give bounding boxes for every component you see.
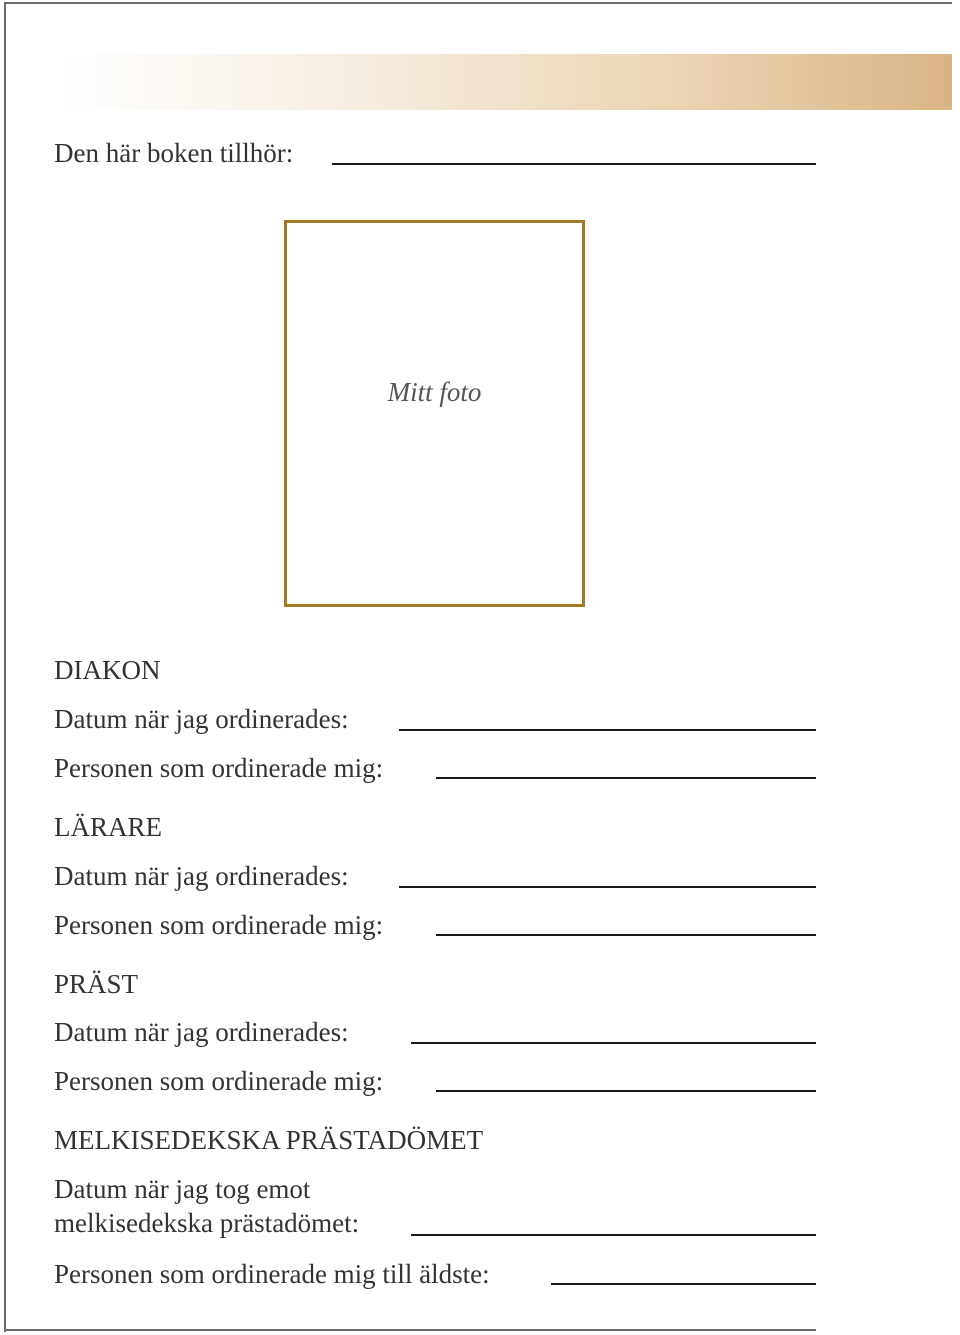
diakon-person-fill-line[interactable] [436,777,816,779]
owner-fill-line[interactable] [332,163,816,165]
larare-date-fill-line[interactable] [399,886,816,888]
prast-person-fill-line[interactable] [436,1090,816,1092]
diakon-date-fill-line[interactable] [399,729,816,731]
larare-person-fill-line[interactable] [436,934,816,936]
section-heading-melkisedekska: MELKISEDEKSKA PRÄSTADÖMET [54,1125,484,1155]
diakon-person-field [54,751,816,785]
page-border-top [4,2,952,4]
prast-date-fill-line[interactable] [411,1042,816,1044]
section-heading-larare: LÄRARE [54,812,162,842]
melkisedekska-date-label-line2: melkisedekska prästadömet: [54,1208,360,1238]
prast-date-label: Datum när jag ordinerades: [54,1017,349,1047]
larare-person-label: Personen som ordinerade mig: [54,910,384,940]
larare-date-label: Datum när jag ordinerades: [54,861,349,891]
prast-person-label: Personen som ordinerade mig: [54,1066,384,1096]
larare-date-field [54,859,816,893]
melkisedekska-date-label-line1: Datum när jag tog emot [54,1174,311,1204]
larare-person-field [54,908,816,942]
melkisedekska-person-field [54,1257,816,1291]
diakon-date-label: Datum när jag ordinerades: [54,704,349,734]
section-heading-prast: PRÄST [54,969,139,999]
prast-date-field [54,1015,816,1049]
prast-person-field [54,1064,816,1098]
owner-label: Den här boken tillhör: [54,138,294,168]
melkisedekska-date-field [54,1172,816,1242]
owner-field [54,136,816,170]
page-border-bottom [4,1329,816,1331]
melkisedekska-person-label: Personen som ordinerade mig till äldste: [54,1259,490,1289]
photo-frame[interactable] [284,220,585,607]
melkisedekska-person-fill-line[interactable] [551,1283,816,1285]
diakon-person-label: Personen som ordinerade mig: [54,753,384,783]
header-banner [56,54,952,110]
photo-caption: Mitt foto [387,377,482,407]
melkisedekska-date-fill-line[interactable] [411,1234,816,1236]
section-heading-diakon: DIAKON [54,655,161,685]
diakon-date-field [54,702,816,736]
page-border-left [4,2,6,1332]
